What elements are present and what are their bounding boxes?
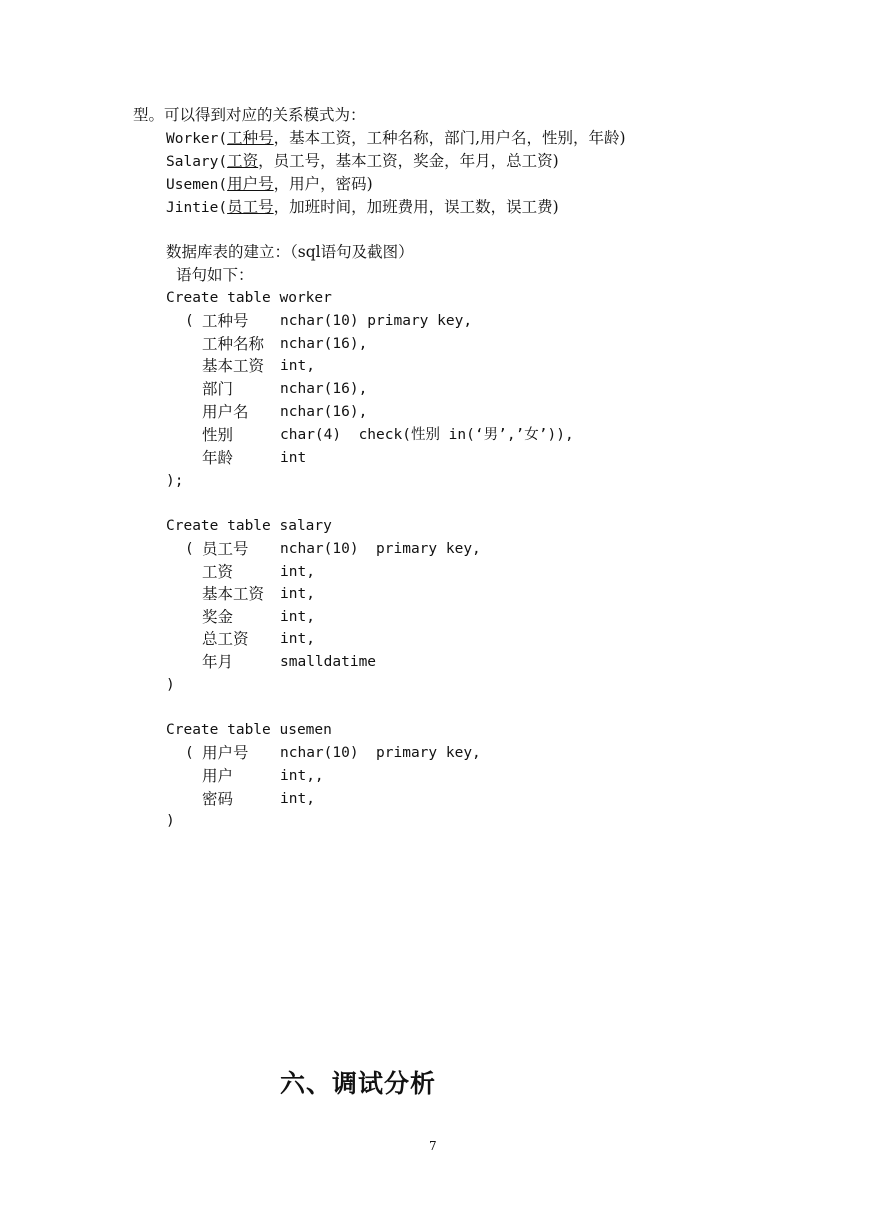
column-type: char(4) check(性别 in(‘男’,’女’)), bbox=[280, 427, 574, 443]
column-name: 工种名称 bbox=[202, 335, 265, 353]
column-type: int, bbox=[280, 358, 315, 374]
column-type: int, bbox=[280, 564, 315, 580]
create-usemen: Create table usemen bbox=[166, 722, 332, 738]
paren-close: ) bbox=[166, 677, 175, 693]
column-type: nchar(10) primary key, bbox=[280, 313, 473, 329]
column-type: nchar(10) primary key, bbox=[280, 541, 481, 557]
paren-open: ( bbox=[185, 745, 194, 761]
column-type: int bbox=[280, 450, 307, 466]
column-name: 年月 bbox=[202, 653, 234, 671]
column-name: 性别 bbox=[202, 426, 234, 444]
column-type: smalldatime bbox=[280, 654, 377, 670]
section-heading: 六、调试分析 bbox=[280, 1069, 437, 1098]
column-name: 用户名 bbox=[202, 403, 249, 421]
column-type: nchar(10) primary key, bbox=[280, 745, 481, 761]
column-name: 员工号 bbox=[202, 540, 249, 558]
relation-salary: Salary(工资，员工号，基本工资，奖金，年月，总工资) bbox=[166, 152, 559, 170]
column-name: 基本工资 bbox=[202, 357, 265, 375]
column-type: nchar(16), bbox=[280, 404, 368, 420]
column-type: int, bbox=[280, 791, 315, 807]
column-type: int, bbox=[280, 609, 315, 625]
column-name: 基本工资 bbox=[202, 585, 265, 603]
column-type: nchar(16), bbox=[280, 381, 368, 397]
create-worker: Create table worker bbox=[166, 290, 332, 306]
column-type: int, bbox=[280, 631, 315, 647]
relation-usemen: Usemen(用户号，用户，密码) bbox=[166, 175, 373, 193]
create-salary: Create table salary bbox=[166, 518, 332, 534]
column-name: 奖金 bbox=[202, 608, 234, 626]
column-name: 用户 bbox=[202, 767, 234, 785]
column-name: 总工资 bbox=[202, 630, 249, 648]
paren-close: ) bbox=[166, 813, 175, 829]
column-type: nchar(16), bbox=[280, 336, 368, 352]
column-name: 部门 bbox=[202, 380, 234, 398]
column-name: 用户号 bbox=[202, 744, 249, 762]
intro-text: 型。可以得到对应的关系模式为： bbox=[133, 106, 366, 124]
db-heading: 数据库表的建立：（sql语句及截图） bbox=[166, 243, 414, 261]
relation-worker: Worker(工种号，基本工资，工种名称，部门,用户名，性别，年龄) bbox=[166, 129, 626, 147]
relation-jintie: Jintie(员工号，加班时间，加班费用，误工数，误工费) bbox=[166, 198, 559, 216]
column-name: 工种号 bbox=[202, 312, 249, 330]
paren-open: ( bbox=[185, 541, 194, 557]
page-number: 7 bbox=[429, 1139, 437, 1153]
statement-label: 语句如下： bbox=[176, 266, 254, 284]
column-name: 工资 bbox=[202, 563, 234, 581]
column-name: 年龄 bbox=[202, 449, 234, 467]
paren-close: ); bbox=[166, 473, 184, 489]
column-type: int, bbox=[280, 586, 315, 602]
column-type: int,, bbox=[280, 768, 324, 784]
column-name: 密码 bbox=[202, 790, 234, 808]
paren-open: ( bbox=[185, 313, 194, 329]
